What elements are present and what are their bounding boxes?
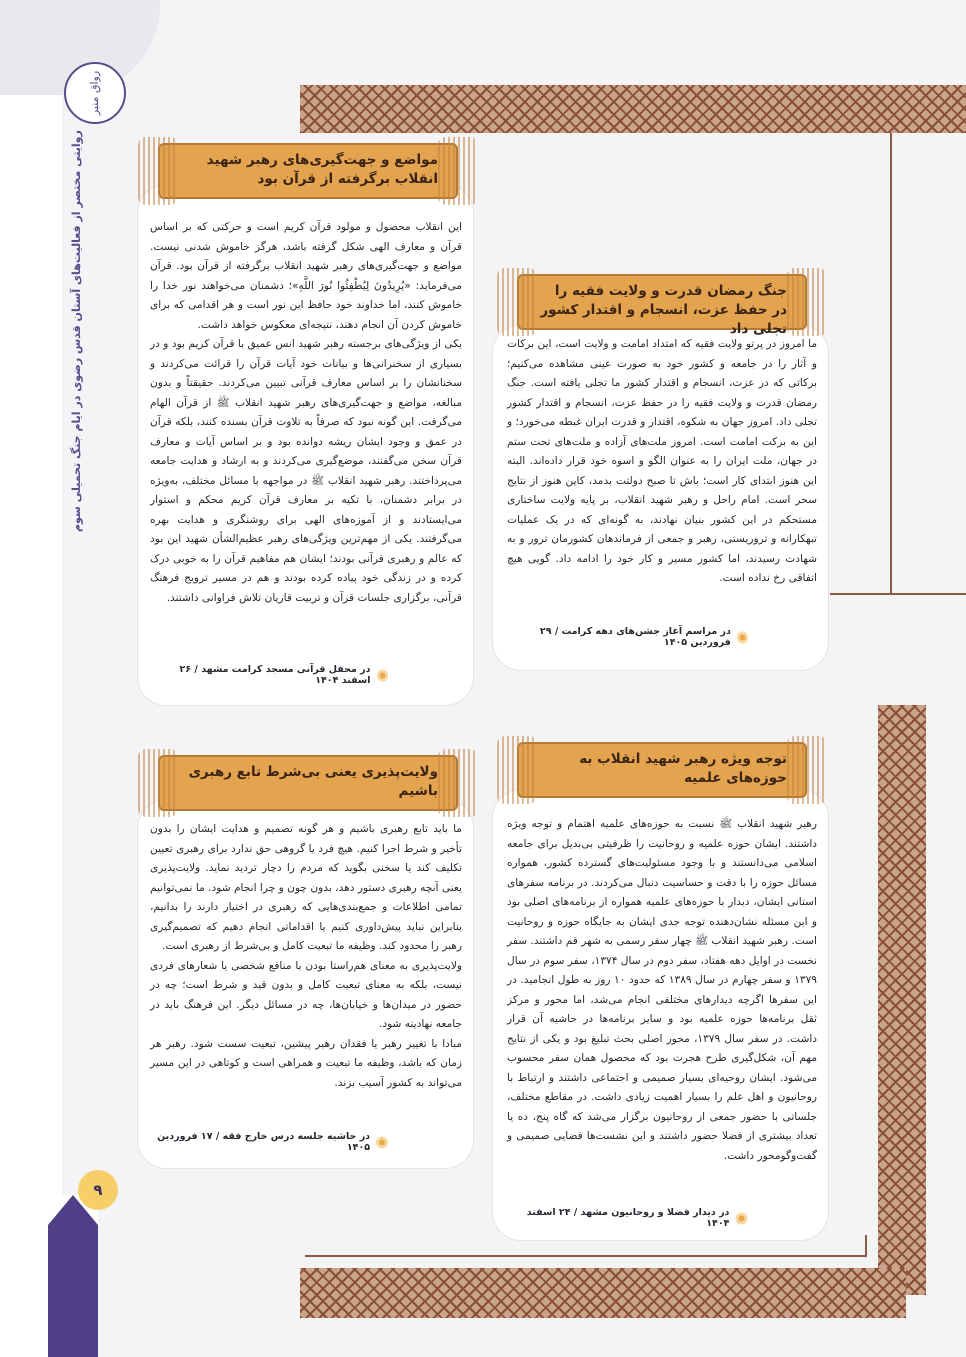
article-source-text: در دیدار فضلا و روحانیون مشهد / ۲۴ اسفند ۱۴۰۴ bbox=[526, 1207, 730, 1229]
article-source bbox=[150, 1131, 388, 1153]
article-paragraph: رهبر شهید انقلاب ﷺ نسبت به حوزه‌های علمیه اهتمام و توجه ویژه داشتند. ایشان حوزه علمیه و روحانیت را ظرفیتی بی‌بدیل برای جامعه اسلامی می‌دانستند و با وجود مسئولیت‌های گسترده کشور، همواره مسائل حوزه را با دقت و حساسیت دنبال می‌کردند. در برنامه سفرهای استانی ایشان، دیدار با حوزه‌های علمیه همواره از برنامه‌های اصلی بود و این مسئله نشان‌دهنده توجه جدی ایشان به جایگاه حوزه و روحانیت است. رهبر شهید انقلاب ﷺ چهار سفر رسمی به شهر قم داشتند. سفر نخست در اوایل دهه هفتاد، سفر دوم در سال ۱۳۷۴، سفر سوم در سال ۱۳۷۹ و سفر چهارم در سال ۱۳۸۹ که حدود ۱۰ روز به طول انجامید. در این سفرها اگرچه دیدارهای مختلفی انجام می‌شد، اما محور و مرکز ثقل برنامه‌ها حوزه علمیه بود و سایر برنامه‌ها در حاشیه آن قرار داشت. در سفر سال ۱۳۷۹، محور اصلی بحث تبلیغ بود و یکی از نتایج مهم آن، شکل‌گیری طرح هجرت بود که محصول همان سفر محسوب می‌شود. ایشان روحیه‌ای بسیار صمیمی و اجتماعی داشتند و ارتباط با روحانیون و اهل علم را بسیار اهمیت زیادی داشت. در مقاطع مختلف، جلساتی با حضور جمعی از روحانیون برگزار می‌شد که گاه پنج، ده یا تعداد بیشتری از فضلا حضور داشتند و این نشست‌ها فضایی صمیمی و گفت‌وگومحور داشت. bbox=[507, 818, 817, 1162]
magazine-logo: رواق منبر bbox=[64, 62, 126, 124]
article-title: ولایت‌پذیری یعنی بی‌شرط تابع رهبری باشیم bbox=[188, 764, 438, 799]
article-paragraph: ولایت‌پذیری به معنای هم‌راستا بودن با منافع شخصی یا شعارهای فردی نیست، بلکه به معنای تبعیت کامل و بدون قید و شرط است؛ چه در حضور در میدان‌ها و خیابان‌ها، چه در مسائل دیگر. این فرهنگ باید در جامعه نهادینه شود. bbox=[150, 959, 462, 1030]
article-title-banner bbox=[517, 742, 807, 798]
article-paragraph: این انقلاب محصول و مولود قرآن کریم است و حرکتی که بر اساس قرآن و معارف الهی شکل گرفته باشد، هرگز خاموش شدنی نیست. مواضع و جهت‌گیری‌های رهبر شهید انقلاب برگرفته از قرآن بود. قرآن می‌فرماید: «يُرِيدُونَ لِيُطْفِئُوا نُورَ اللَّهِ»؛ دشمنان می‌خواهند نور خدا را خاموش کنند، اما خداوند خود حافظ این نور است و هر اقدامی که برای خاموش کردن آن انجام دهند، نتیجه‌ای معکوس خواهد داشت. bbox=[150, 221, 462, 331]
article-source-text: در مراسم آغاز جشن‌های دهه کرامت / ۲۹ فروردین ۱۴۰۵ bbox=[539, 626, 731, 648]
flower-bullet-icon bbox=[737, 631, 748, 644]
article-paragraph: ما باید تابع رهبری باشیم و هر گونه تصمیم و هدایت ایشان را بدون تأخیر و شرط اجرا کنیم. هیچ فرد یا گروهی حق ندارد برای رهبری تعیین تکلیف کند یا سخنی بگوید که مردم را دچار تردید نماید. ولایت‌پذیری یعنی آنچه رهبری دستور دهد، بدون چون و چرا انجام شود. ما نمی‌توانیم تمامی اطلاعات و جمع‌بندی‌هایی که رهبری در اختیار دارند را بدانیم، بنابراین نباید پیش‌داوری کنیم یا اقداماتی انجام دهیم که تصمیم‌گیری رهبر را محدود کند. وظیفه ما تبعیت کامل و بی‌شرط از رهبری است. bbox=[150, 823, 462, 952]
article-body bbox=[150, 820, 462, 1093]
article-paragraph: ما امروز در پرتو ولایت فقیه که امتداد امامت و ولایت است، این برکات و آثار را در جامعه و کشور خود به صورت عینی مشاهده می‌کنیم؛ برکاتی که در عزت، انسجام و اقتدار کشور ما تجلی یافته است. جنگ رمضان قدرت و ولایت فقیه را در حفظ عزت، انسجام و اقتدار کشور تجلی داد. امروز جهان به شکوه، اقتدار و قدرت ایران غبطه می‌خورد؛ و این به برکت امامت است. امروز ملت‌های آزاده و ملت‌های تحت ستم در جهان، ملت ایران را به عنوان الگو و اسوه خود قرار داده‌اند. البته این هنوز ابتدای کار است؛ باش تا صبح دولتت بدمد، کاین هنوز از نتایج سحر است. امام راحل و رهبر شهید انقلاب، بر پایه ولایت ساختاری مستحکم در این کشور بنیان نهادند، به گونه‌ای که در یک عملیات تبهکارانه و تروریستی، رهبر و جمعی از فرماندهان کشورمان ترور و به شهادت رسیدند، اما کشور مسیر و کار خود را ادامه داد. گویی هیچ اتفاقی رخ نداده است. bbox=[507, 338, 817, 584]
article-source-text: در محفل قرآنی مسجد کرامت مشهد / ۲۶ اسفند ۱۴۰۴ bbox=[179, 664, 371, 686]
article-body bbox=[507, 815, 817, 1166]
right-lattice-strip bbox=[878, 705, 926, 1295]
article-title: مواضع و جهت‌گیری‌های رهبر شهید انقلاب برگرفته از قرآن بود bbox=[206, 152, 438, 187]
article-source bbox=[508, 626, 748, 648]
article-body bbox=[507, 335, 817, 589]
article-paragraph: مبادا با تغییر رهبر یا فقدان رهبر پیشین، تبعیت سست شود. رهبر هر زمان که باشد، وظیفه ما تبعیت و همراهی است و کوتاهی در این مسیر می‌تواند به کشور آسیب بزند. bbox=[150, 1037, 462, 1089]
flower-bullet-icon bbox=[376, 1136, 388, 1149]
upper-frame-corner bbox=[830, 593, 966, 595]
article-title: جنگ رمضان قدرت و ولایت فقیه را در حفظ عزت، انسجام و اقتدار کشور تجلی داد bbox=[540, 283, 787, 337]
article-body bbox=[150, 218, 462, 608]
article-source-text: در حاشیه جلسه درس خارج فقه / ۱۷ فروردین ۱۴۰۵ bbox=[157, 1131, 371, 1153]
article-title-banner bbox=[158, 755, 458, 811]
article-title: توجه ویژه رهبر شهید انقلاب به حوزه‌های علمیه bbox=[579, 751, 787, 786]
article-paragraph: یکی از ویژگی‌های برجسته رهبر شهید انس عمیق با قرآن کریم بود و در بسیاری از سخنرانی‌ها و بیانات خود آیات قرآن را قرائت می‌کردند و سخنانشان را بر اساس معارف قرآنی تبیین می‌کردند. حقیقتاً و بدون مبالغه، مواضع و جهت‌گیری‌های رهبر شهید انقلاب ﷺ از قرآن الهام می‌گرفت. این گونه نبود که صرفاً به تلاوت قرآن بسنده کنند، بلکه قرآن در عمق و وجود ایشان ریشه دوانده بود و بر اساس آیات و معارف قرآن سخن می‌گفتند، موضع‌گیری می‌کردند و به ارشاد و هدایت جامعه می‌پرداختند. رهبر شهید انقلاب ﷺ در مواجهه با مسائل مختلف، به‌ویژه در برابر دشمنان، با تکیه بر معارف قرآن کریم محکم و استوار می‌ایستادند و از آموزه‌های الهی برای روشنگری و هدایت بهره می‌گرفتند. یکی از مهم‌ترین ویژگی‌های رهبر عظیم‌الشأن شهید این بود که عالم و رهبری قرآنی بودند؛ ایشان هم مفاهیم قرآن را به خوبی درک کرده و در زندگی خود پیاده کرده بودند و هم در مسیر ترویج فرهنگ قرآنی، برگزاری جلسات قرآن و تربیت قاریان تلاش فراوانی داشتند. bbox=[150, 338, 462, 604]
article-title-banner bbox=[158, 143, 458, 199]
article-source bbox=[508, 1207, 748, 1229]
article-source bbox=[150, 664, 388, 686]
running-title: روایتی مختصر از فعالیت‌های آستان قدس رضوی در ایام جنگ تحمیلی سوم bbox=[70, 130, 83, 532]
left-sidebar bbox=[0, 0, 62, 1357]
article-title-banner bbox=[517, 274, 807, 337]
top-lattice-strip bbox=[300, 85, 966, 133]
flower-bullet-icon bbox=[377, 669, 388, 682]
page-number: ۹ bbox=[78, 1170, 118, 1210]
bottom-lattice-strip bbox=[300, 1268, 906, 1318]
upper-frame-line bbox=[890, 133, 892, 593]
flower-bullet-icon bbox=[735, 1212, 748, 1225]
